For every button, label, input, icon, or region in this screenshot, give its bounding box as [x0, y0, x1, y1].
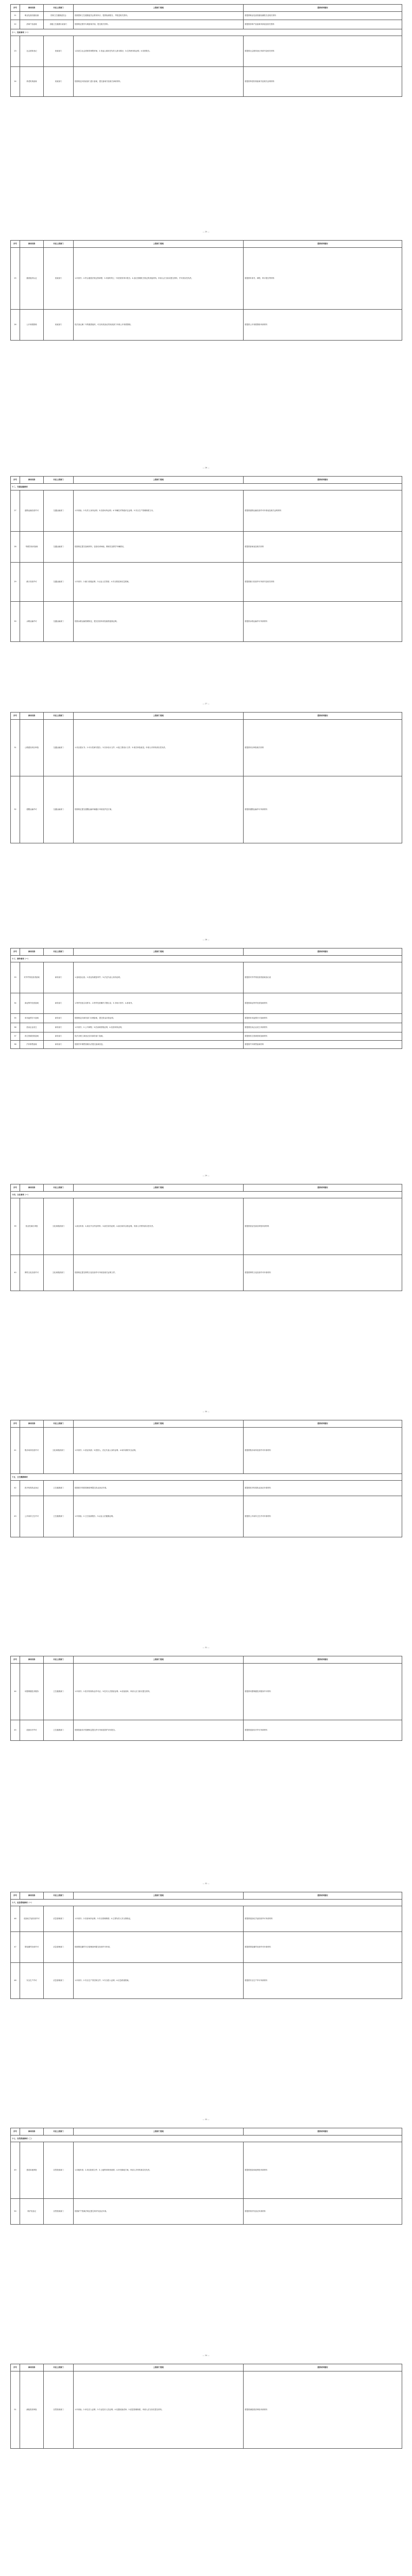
column-header: 事项名称 [20, 477, 44, 484]
cell-no: 45 [11, 1720, 20, 1741]
cell-condition: 1.特许经营合同样本；2.特许经营操作手册目录；3.市场计划书；4.承诺书。 [74, 993, 244, 1014]
items-table [10, 476, 402, 642]
table-row [11, 1032, 402, 1041]
cell-name: 母婴保健技术服务 [20, 1664, 44, 1720]
cell-contact: 需提供危险化学品经营许可申请材料 [244, 1906, 402, 1932]
cell-condition: 依法办理工商登记后向商务部门备案。 [74, 1032, 244, 1041]
cell-contact: 需提供项目审批相关材料 [244, 720, 402, 776]
cell-basis: 文化和旅游部门 [44, 1428, 74, 1474]
cell-name: 消毒产品备案 [20, 20, 44, 29]
column-header: 事项名称 [20, 713, 44, 720]
cell-basis: 交通运输部门 [44, 563, 74, 602]
cell-name: 测绘资质审批 [20, 2371, 44, 2449]
table-row [11, 776, 402, 843]
cell-contact: 需提供再生资源回收备案材料 [244, 1032, 402, 1041]
cell-condition: 1.项目建议书；2.可行性研究报告；3.初步设计文件；4.施工图设计文件；5.相关审批意见。申请人对材料真实性负责。 [74, 720, 244, 776]
cell-name: 单用途预付卡备案 [20, 1014, 44, 1023]
cell-condition: 1.申请表；2.负责人身份证明；3.经营场所证明；4.车辆技术等级评定证明；5.安全生产管理制度文本。 [74, 490, 244, 532]
column-header: 上级部门受理 [74, 241, 244, 248]
column-header: 事项名称 [20, 948, 44, 956]
cell-name: 烟花爆竹经营许可 [20, 1932, 44, 1963]
cell-contact: 需提供公共场所卫生许可申请材料 [244, 1496, 402, 1537]
cell-condition: 1.拟设立社会团体的章程草案；2.发起人和拟任负责人基本情况；3.住所使用权证明；4.验资报告。 [74, 36, 244, 67]
column-header: 序号 [11, 1420, 20, 1428]
cell-contact: 需提供医疗机构执业登记申请材料 [244, 1481, 402, 1496]
items-table [10, 712, 402, 843]
cell-no: 27 [11, 490, 20, 532]
column-header: 上级部门受理 [74, 948, 244, 956]
table-header-row [11, 1184, 402, 1192]
column-header: 事项名称 [20, 2128, 44, 2136]
column-header: 对应上级部门 [44, 948, 74, 956]
cell-name: 网络文化经营许可 [20, 1255, 44, 1291]
cell-name: 娱乐场所经营许可 [20, 1428, 44, 1474]
cell-condition: 1.申请书；2.公司章程；3.拍卖师资格证明；4.经营场所证明。 [74, 1023, 244, 1032]
cell-basis: 民政部门 [44, 310, 74, 341]
column-header: 提供材料情况 [244, 1656, 402, 1664]
column-header: 上级部门受理 [74, 5, 244, 12]
table-row [11, 12, 402, 20]
table-row [11, 36, 402, 67]
cell-no: 31 [11, 720, 20, 776]
column-header: 上级部门受理 [74, 1184, 244, 1192]
cell-condition: 按照规定向商务部门办理备案，提交资金存管证明。 [74, 1014, 244, 1023]
cell-no: 50 [11, 2199, 20, 2225]
cell-contact: 需提供母婴保健技术服务许可材料 [244, 1664, 402, 1720]
page-number: — 29 — [202, 1175, 210, 1177]
table-row [11, 1014, 402, 1023]
cell-no: 41 [11, 1428, 20, 1474]
cell-condition: 按照国家卫生健康委员会要求执行，提供检测报告，并报送相关资料。 [74, 12, 244, 20]
cell-condition: 按照规定提交网络文化经营许可申请及相关证明文件。 [74, 1255, 244, 1291]
items-table [10, 1656, 402, 1741]
items-table [10, 2128, 402, 2225]
table-row [11, 563, 402, 602]
cell-name: 营业性演出审批 [20, 1198, 44, 1255]
cell-condition: 1.申请表；2.卫生检测报告；3.从业人员健康证明。 [74, 1496, 244, 1537]
page-number: — 27 — [202, 703, 210, 705]
table-row [11, 962, 402, 993]
cell-name: 汽车销售备案 [20, 1041, 44, 1049]
column-header: 上级部门受理 [74, 1892, 244, 1900]
cell-no: 25 [11, 248, 20, 310]
column-header: 对应上级部门 [44, 477, 74, 484]
cell-contact: 需提供单用途预付卡备案材料 [244, 1014, 402, 1023]
column-header: 提供材料情况 [244, 713, 402, 720]
document-page [10, 2124, 402, 2360]
section-heading-row [11, 1192, 402, 1198]
cell-no: 44 [11, 1664, 20, 1720]
column-header: 上级部门受理 [74, 477, 244, 484]
cell-condition: 按照放射诊疗管理规定提交许可申请及防护评价报告。 [74, 1720, 244, 1741]
cell-no: 35 [11, 1014, 20, 1023]
document-page [10, 1416, 402, 1652]
items-table [10, 1892, 402, 1999]
cell-basis: 文化和旅游部门 [44, 1255, 74, 1291]
cell-basis: 商务部门 [44, 1014, 74, 1023]
table-row [11, 1481, 402, 1496]
cell-no: 51 [11, 2371, 20, 2449]
cell-condition: 1.申请书；2.安全生产责任制文件；3.安全投入证明；4.应急救援预案。 [74, 1963, 244, 1999]
cell-contact: 需提供公开募捐资格申请材料 [244, 310, 402, 341]
table-row [11, 1198, 402, 1255]
table-row [11, 720, 402, 776]
table-row [11, 602, 402, 642]
cell-basis: 卫生健康部门 [44, 1664, 74, 1720]
document-page [10, 1652, 402, 1888]
cell-condition: 按照医疗机构管理条例提交执业登记申请。 [74, 1481, 244, 1496]
cell-no: 21 [11, 12, 20, 20]
cell-condition: 按照规定程序办理备案手续，提交相关材料。 [74, 20, 244, 29]
cell-contact: 需提供营业性演出审批申请材料 [244, 1198, 402, 1255]
column-header: 提供材料情况 [244, 948, 402, 956]
cell-contact: 需提供备案表及相关材料 [244, 532, 402, 563]
cell-condition: 1.申请书；2.符合慈善法规定的章程；3.申请时的上一年度财务审计报告；4.登记管理机关规定的其他材料。申请人应当如实提交材料，并对真实性负责。 [74, 248, 244, 310]
table-row [11, 1496, 402, 1537]
cell-contact: 需提供建设用地审批申请材料 [244, 2142, 402, 2199]
section-title: 十七、自然资源事项（二） [11, 2136, 402, 2142]
cell-no: 28 [11, 532, 20, 563]
cell-name: 采矿权登记 [20, 2199, 44, 2225]
cell-basis: 商务部门 [44, 1023, 74, 1032]
items-table [10, 4, 402, 97]
page-number: — 33 — [202, 2119, 210, 2121]
table-header-row [11, 713, 402, 720]
cell-basis: 应急管理部门 [44, 1932, 74, 1963]
cell-condition: 按照规定提交超限运输车辆通行申请及护送方案。 [74, 776, 244, 843]
cell-no: 49 [11, 2142, 20, 2199]
page-number: — 30 — [202, 1411, 210, 1413]
cell-contact: 需提供职业危害因素检测报告及相关材料 [244, 12, 402, 20]
column-header: 序号 [11, 713, 20, 720]
column-header: 对应上级部门 [44, 1420, 74, 1428]
cell-name: 商业特许经营备案 [20, 993, 44, 1014]
cell-contact: 需提供社会团体登记申请书及相关材料 [244, 36, 402, 67]
section-heading-row [11, 29, 402, 36]
cell-basis: 自然资源部门 [44, 2199, 74, 2225]
cell-condition: 1.申请书；2.医疗机构执业许可证；3.技术人员资质证明；4.设备清单。申请人应当如实提交材料。 [74, 1664, 244, 1720]
items-table [10, 1184, 402, 1291]
table-row [11, 67, 402, 97]
cell-contact: 需提供超限运输许可申请材料 [244, 776, 402, 843]
column-header: 事项名称 [20, 1656, 44, 1664]
table-row [11, 1906, 402, 1932]
cell-name: 驾驶员培训备案 [20, 532, 44, 563]
table-row [11, 310, 402, 341]
cell-no: 24 [11, 67, 20, 97]
column-header: 对应上级部门 [44, 241, 74, 248]
table-row [11, 2371, 402, 2449]
cell-condition: 按照水路运输管理规定，提交经营申请及船舶适航证明。 [74, 602, 244, 642]
table-header-row [11, 2128, 402, 2136]
cell-no: 43 [11, 1496, 20, 1537]
cell-contact: 需提供娱乐场所经营许可申请材料 [244, 1428, 402, 1474]
cell-basis: 应急管理部门 [44, 1906, 74, 1932]
section-heading-row [11, 2136, 402, 2142]
cell-no: 37 [11, 1032, 20, 1041]
column-header: 上级部门受理 [74, 1656, 244, 1664]
cell-no: 34 [11, 993, 20, 1014]
table-header-row [11, 5, 402, 12]
cell-contact: 需提供测绘资质审批申请材料 [244, 2371, 402, 2449]
column-header: 提供材料情况 [244, 241, 402, 248]
cell-contact: 需提供放射诊疗许可申请材料 [244, 1720, 402, 1741]
cell-basis: 国家卫生健康委员会 [44, 12, 74, 20]
document-page [10, 944, 402, 1180]
cell-name: 超限运输许可 [20, 776, 44, 843]
cell-contact: 需提供汽车销售备案材料 [244, 1041, 402, 1049]
cell-condition: 按照规定向民政部门进行备案，提交备案书及相关承诺材料。 [74, 67, 244, 97]
cell-condition: 1.申请书；2.港口设施证明；3.从业人员资质；4.安全防范和应急预案。 [74, 563, 244, 602]
cell-name: 对外贸易经营者备案 [20, 962, 44, 993]
column-header: 提供材料情况 [244, 5, 402, 12]
cell-no: 23 [11, 36, 20, 67]
table-header-row [11, 1420, 402, 1428]
cell-no: 42 [11, 1481, 20, 1496]
cell-name: 公路建设项目审批 [20, 720, 44, 776]
items-table [10, 2364, 402, 2449]
column-header: 对应上级部门 [44, 1892, 74, 1900]
cell-basis: 交通运输部门 [44, 602, 74, 642]
section-title: 十三、商务事项（一） [11, 956, 402, 962]
section-title: 十四、文化事项（一） [11, 1192, 402, 1198]
cell-basis: 交通运输部门 [44, 720, 74, 776]
cell-contact: 需提供水路运输许可申请材料 [244, 602, 402, 642]
column-header: 序号 [11, 241, 20, 248]
column-header: 序号 [11, 948, 20, 956]
column-header: 上级部门受理 [74, 713, 244, 720]
cell-no: 30 [11, 602, 20, 642]
column-header: 对应上级部门 [44, 713, 74, 720]
table-row [11, 1023, 402, 1032]
page-number: — 32 — [202, 1883, 210, 1885]
table-header-row [11, 948, 402, 956]
column-header: 序号 [11, 1656, 20, 1664]
table-header-row [11, 1656, 402, 1664]
column-header: 提供材料情况 [244, 2364, 402, 2371]
column-header: 提供材料情况 [244, 477, 402, 484]
column-header: 事项名称 [20, 1892, 44, 1900]
section-title: 十二、交通运输事项 [11, 484, 402, 490]
cell-name: 社会团体登记 [20, 36, 44, 67]
cell-basis: 自然资源部门 [44, 2371, 74, 2449]
table-row [11, 1963, 402, 1999]
column-header: 序号 [11, 2128, 20, 2136]
table-row [11, 993, 402, 1014]
section-title: 十五、卫生健康事项 [11, 1474, 402, 1481]
cell-contact: 需提供消毒产品备案申请表及相关资料 [244, 20, 402, 29]
items-table [10, 948, 402, 1049]
cell-no: 40 [11, 1255, 20, 1291]
cell-condition: 1.申请书；2.经营场所证明；3.安全管理制度；4.主要负责人安全资格证。 [74, 1906, 244, 1932]
table-row [11, 1428, 402, 1474]
cell-condition: 1.备案登记表；2.营业执照复印件；3.法定代表人身份证明。 [74, 962, 244, 993]
cell-no: 38 [11, 1041, 20, 1049]
cell-contact: 需提供商业特许经营备案材料 [244, 993, 402, 1014]
cell-basis: 交通运输部门 [44, 776, 74, 843]
cell-no: 48 [11, 1963, 20, 1999]
column-header: 事项名称 [20, 241, 44, 248]
cell-name: 水路运输许可 [20, 602, 44, 642]
cell-basis: 商务部门 [44, 962, 74, 993]
column-header: 对应上级部门 [44, 2128, 74, 2136]
cell-name: 公开募捐资格 [20, 310, 44, 341]
table-row [11, 1932, 402, 1963]
cell-contact: 需提供道路运输经营许可申请表及相关证明材料 [244, 490, 402, 532]
page-number: — 31 — [202, 1647, 210, 1649]
cell-name: 港口经营许可 [20, 563, 44, 602]
table-row [11, 248, 402, 310]
table-row [11, 20, 402, 29]
cell-basis: 商务部门 [44, 993, 74, 1014]
section-title: 十一、民政事项（一） [11, 29, 402, 36]
cell-contact: 需提供安全生产许可申请材料 [244, 1963, 402, 1999]
cell-condition: 1.申请书；2.营业执照；3.投资人、法定代表人身份证明；4.场所消防安全证明。 [74, 1428, 244, 1474]
cell-name: 建设用地审批 [20, 2142, 44, 2199]
cell-name: 职业危害因素检测 [20, 12, 44, 20]
cell-no: 39 [11, 1198, 20, 1255]
column-header: 提供材料情况 [244, 1892, 402, 1900]
table-row [11, 1041, 402, 1049]
table-row [11, 1255, 402, 1291]
column-header: 上级部门受理 [74, 1420, 244, 1428]
column-header: 对应上级部门 [44, 2364, 74, 2371]
column-header: 事项名称 [20, 5, 44, 12]
cell-basis: 商务部门 [44, 1032, 74, 1041]
cell-name: 道路运输经营许可 [20, 490, 44, 532]
document-page [10, 708, 402, 944]
cell-basis: 交通运输部门 [44, 490, 74, 532]
page-number: — 26 — [202, 467, 210, 469]
document-page [10, 472, 402, 708]
section-title: 十六、应急管理事项（一） [11, 1900, 402, 1906]
cell-condition: 按照规定提交备案材料，包括培训场地、教练员及教学车辆情况。 [74, 532, 244, 563]
table-row [11, 1664, 402, 1720]
cell-condition: 1.用地申请；2.项目批准文件；3.土地利用规划说明；4.补充耕地方案。申请人对材料真实性负责。 [74, 2142, 244, 2199]
table-row [11, 490, 402, 532]
page-number: — 34 — [202, 2354, 210, 2357]
cell-name: 医疗机构执业登记 [20, 1481, 44, 1496]
table-row [11, 532, 402, 563]
cell-name: 慈善组织认定 [20, 248, 44, 310]
cell-name: 拍卖企业设立 [20, 1023, 44, 1032]
cell-basis: 商务部门 [44, 1041, 74, 1049]
column-header: 事项名称 [20, 2364, 44, 2371]
cell-no: 29 [11, 563, 20, 602]
document-page [10, 1888, 402, 2124]
table-header-row [11, 477, 402, 484]
cell-name: 危险化学品经营许可 [20, 1906, 44, 1932]
column-header: 提供材料情况 [244, 2128, 402, 2136]
section-heading-row [11, 956, 402, 962]
cell-condition: 按照烟花爆竹安全管理条例提交经营许可申请。 [74, 1932, 244, 1963]
table-row [11, 2199, 402, 2225]
cell-condition: 依法登记满二年的慈善组织，可以向其登记的民政部门申请公开募捐资格。 [74, 310, 244, 341]
column-header: 对应上级部门 [44, 1184, 74, 1192]
table-header-row [11, 241, 402, 248]
cell-basis: 应急管理部门 [44, 1963, 74, 1999]
cell-no: 32 [11, 776, 20, 843]
document-page [10, 236, 402, 472]
cell-name: 公共场所卫生许可 [20, 1496, 44, 1537]
column-header: 提供材料情况 [244, 1420, 402, 1428]
items-table [10, 1420, 402, 1537]
cell-no: 33 [11, 962, 20, 993]
cell-basis: 文化和旅游部门 [44, 1198, 74, 1255]
section-heading-row [11, 1474, 402, 1481]
cell-no: 46 [11, 1906, 20, 1932]
cell-basis: 卫生健康部门 [44, 1481, 74, 1496]
cell-contact: 需提供拍卖企业设立申请材料 [244, 1023, 402, 1032]
column-header: 对应上级部门 [44, 1656, 74, 1664]
page-number: — 25 — [202, 231, 210, 233]
table-row [11, 1720, 402, 1741]
cell-no: 47 [11, 1932, 20, 1963]
page-number: — 28 — [202, 939, 210, 941]
column-header: 序号 [11, 5, 20, 12]
column-header: 序号 [11, 1184, 20, 1192]
items-table [10, 240, 402, 341]
cell-condition: 按照汽车销售管理办法提交备案信息。 [74, 1041, 244, 1049]
cell-contact: 需提供申请书、章程、审计报告等材料 [244, 248, 402, 310]
cell-contact: 需提供对外贸易经营者备案登记表 [244, 962, 402, 993]
cell-name: 再生资源回收备案 [20, 1032, 44, 1041]
cell-contact: 需提供烟花爆竹经营许可申请材料 [244, 1932, 402, 1963]
column-header: 序号 [11, 1892, 20, 1900]
cell-basis: 卫生健康部门 [44, 1496, 74, 1537]
cell-no: 36 [11, 1023, 20, 1032]
table-header-row [11, 2364, 402, 2371]
cell-contact: 需提供港口经营许可申请书及相关材料 [244, 563, 402, 602]
cell-basis: 民政部门 [44, 248, 74, 310]
column-header: 提供材料情况 [244, 1184, 402, 1192]
cell-no: 26 [11, 310, 20, 341]
column-header: 对应上级部门 [44, 5, 74, 12]
cell-condition: 1.演出申请；2.演出节目内容材料；3.演员身份证明；4.演出场所合格证明。申请人对材料真实性负责。 [74, 1198, 244, 1255]
table-header-row [11, 1892, 402, 1900]
cell-condition: 1.申请表；2.单位法人证明；3.专业技术人员证明；4.仪器设备清单；5.质量管理制度。申请人应当如实提交材料。 [74, 2371, 244, 2449]
column-header: 上级部门受理 [74, 2364, 244, 2371]
cell-name: 安全生产许可 [20, 1963, 44, 1999]
column-header: 事项名称 [20, 1420, 44, 1428]
column-header: 序号 [11, 477, 20, 484]
cell-no: 22 [11, 20, 20, 29]
cell-contact: 需提供网络文化经营许可申请材料 [244, 1255, 402, 1291]
cell-basis: 自然资源部门 [44, 2142, 74, 2199]
document-page [10, 2360, 402, 2576]
document-page [10, 0, 402, 236]
cell-contact: 需提供采矿权登记申请材料 [244, 2199, 402, 2225]
cell-condition: 按照矿产资源法规定提交采矿权登记申请。 [74, 2199, 244, 2225]
cell-basis: 交通运输部门 [44, 532, 74, 563]
cell-basis: 民政部门 [44, 36, 74, 67]
column-header: 序号 [11, 2364, 20, 2371]
cell-basis: 民政部门 [44, 67, 74, 97]
section-heading-row [11, 1900, 402, 1906]
cell-basis: 卫生健康部门 [44, 1720, 74, 1741]
section-heading-row [11, 484, 402, 490]
cell-name: 养老机构备案 [20, 67, 44, 97]
column-header: 事项名称 [20, 1184, 44, 1192]
column-header: 上级部门受理 [74, 2128, 244, 2136]
cell-name: 放射诊疗许可 [20, 1720, 44, 1741]
cell-basis: 省级卫生健康行政部门 [44, 20, 74, 29]
document-page [10, 1180, 402, 1416]
cell-contact: 需提供养老机构备案书及相关证明材料 [244, 67, 402, 97]
table-row [11, 2142, 402, 2199]
